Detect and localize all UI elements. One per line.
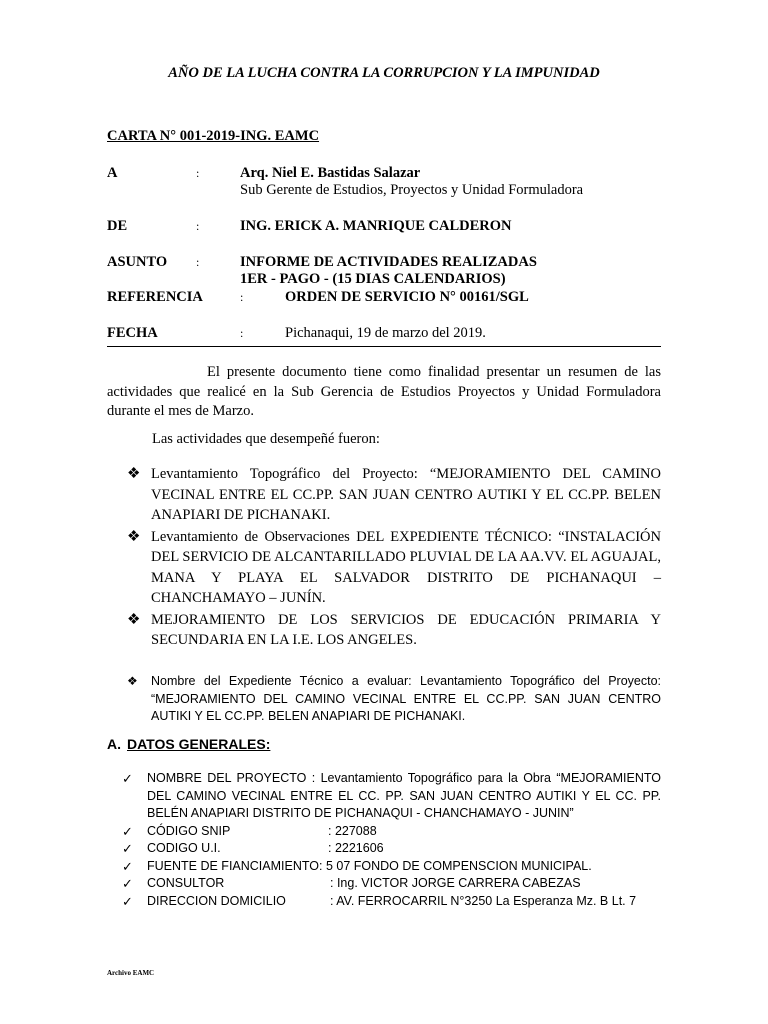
checkmark-icon: ✓: [122, 771, 133, 786]
data-item-proyecto: [122, 770, 661, 823]
footer-note: Archivo EAMC: [107, 969, 155, 977]
section-letter: A.: [107, 736, 121, 752]
date-value: Pichanaqui, 19 de marzo del 2019.: [285, 325, 486, 341]
activity-item: [127, 464, 661, 526]
letter-number: CARTA N° 001-2019-ING. EAMC: [107, 128, 320, 144]
expediente-item: [127, 673, 661, 726]
fuente-text: FUENTE DE FIANCIAMIENTO: 5 07 FONDO DE COMPENSCION MUNICIPAL.: [147, 858, 592, 873]
section-a-heading: [107, 736, 270, 752]
snip-label: CÓDIGO SNIP: [147, 823, 231, 838]
to-colon: :: [196, 166, 200, 180]
expediente-text: Nombre del Expediente Técnico a evaluar: Levantamiento Topográfico del Proyecto: “MEJORAMIENTO DEL CAMINO VECINAL ENTRE EL CC.PP. SAN JUAN CENTRO AUTIKI Y EL CC.PP. BELEN ANAPIARI DE PICHANAKI.: [151, 674, 661, 723]
checkmark-icon: ✓: [122, 841, 133, 856]
checkmark-icon: ✓: [122, 876, 133, 891]
direccion-value: : AV. FERROCARRIL N°3250 La Esperanza Mz. B Lt. 7: [330, 893, 637, 908]
header-divider: [107, 346, 661, 347]
general-data-list: [122, 770, 661, 910]
data-item-direccion: [122, 893, 661, 911]
document-slogan: AÑO DE LA LUCHA CONTRA LA CORRUPCION Y LA IMPUNIDAD: [168, 65, 600, 81]
activity-text: Levantamiento Topográfico del Proyecto: “MEJORAMIENTO DEL CAMINO VECINAL ENTRE EL CC.PP. SAN JUAN CENTRO AUTIKI Y EL CC.PP. BELEN ANAPIARI DE PICHANAKI.: [151, 466, 661, 523]
activity-item: [127, 527, 661, 609]
subject-label: ASUNTO: [107, 254, 168, 270]
activities-list: [127, 464, 661, 652]
data-item-ui: [122, 840, 661, 858]
to-label: A: [107, 165, 118, 181]
ui-label: CODIGO U.I.: [147, 841, 221, 855]
section-title: DATOS GENERALES:: [127, 736, 271, 752]
date-label: FECHA: [107, 325, 158, 341]
proyecto-text: NOMBRE DEL PROYECTO : Levantamiento Topográfico para la Obra “MEJORAMIENTO DEL CAMINO VECINAL ENTRE EL CC. PP. SAN JUAN CENTRO AUTIKI Y EL CC. PP. BELÉN ANAPIARI DISTRITO DE PICHANAQUI - CHANCHAMAYO - JUNIN”: [147, 771, 661, 820]
activity-text: Levantamiento de Observaciones DEL EXPEDIENTE TÉCNICO: “INSTALACIÓN DEL SERVICIO DE ALCANTARILLADO PLUVIAL DE LA AA.VV. EL AGUAJAL, MANA Y PLAYA EL SALVADOR DISTRITO DE PICHANAQUI – CHANCHAMAYO – JUNÍN.: [151, 528, 661, 606]
recipient-title: Sub Gerente de Estudios, Proyectos y Unidad Formuladora: [240, 182, 584, 198]
diamond-bullet-icon: ❖: [127, 611, 141, 628]
reference-label: REFERENCIA: [107, 289, 203, 305]
checkmark-icon: ✓: [122, 823, 133, 839]
subject-line-1: INFORME DE ACTIVIDADES REALIZADAS: [240, 254, 537, 270]
direccion-label: DIRECCION DOMICILIO: [147, 893, 286, 908]
from-colon: :: [196, 219, 200, 233]
checkmark-icon: ✓: [122, 893, 133, 909]
consultor-value: : Ing. VICTOR JORGE CARRERA CABEZAS: [330, 876, 581, 890]
activity-item: [127, 610, 661, 651]
intro-paragraph: El presente documento tiene como finalidad presentar un resumen de las actividades que realicé en la Sub Gerencia de Estudios Proyectos y Unidad Formuladora durante el mes de Marzo.: [107, 364, 661, 419]
ui-value: : 2221606: [328, 841, 384, 855]
reference-value: ORDEN DE SERVICIO N° 00161/SGL: [285, 289, 529, 305]
data-item-consultor: [122, 875, 661, 893]
from-label: DE: [107, 218, 128, 234]
recipient-name: Arq. Niel E. Bastidas Salazar: [240, 165, 421, 181]
diamond-bullet-icon: ❖: [127, 528, 141, 545]
data-item-snip: [122, 823, 661, 841]
subject-colon: :: [196, 255, 200, 269]
activities-lead: Las actividades que desempeñé fueron:: [152, 431, 380, 447]
snip-value: : 227088: [328, 823, 377, 838]
sender-name: ING. ERICK A. MANRIQUE CALDERON: [240, 218, 512, 234]
checkmark-icon: ✓: [122, 858, 133, 874]
subject-line-2: 1ER - PAGO - (15 DIAS CALENDARIOS): [240, 271, 506, 287]
diamond-bullet-icon: ❖: [127, 674, 138, 688]
diamond-bullet-icon: ❖: [127, 466, 141, 482]
consultor-label: CONSULTOR: [147, 876, 225, 890]
reference-colon: :: [240, 290, 244, 304]
data-item-fuente: [122, 858, 661, 876]
activity-text: MEJORAMIENTO DE LOS SERVICIOS DE EDUCACIÓN PRIMARIA Y SECUNDARIA EN LA I.E. LOS ANGELES.: [151, 611, 661, 648]
date-colon: :: [240, 326, 244, 340]
